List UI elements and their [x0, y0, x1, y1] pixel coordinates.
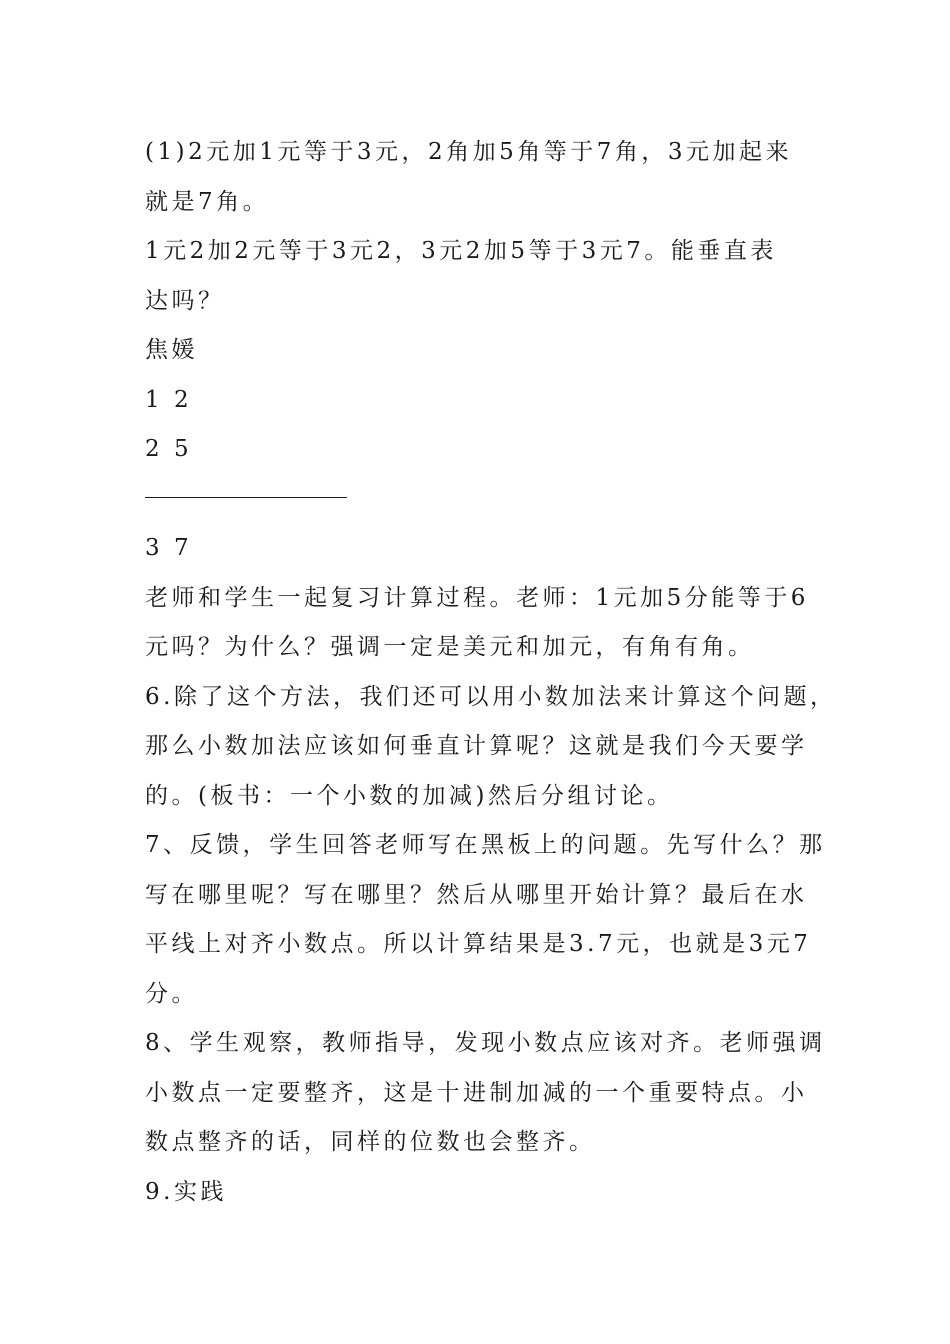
text-line: 的。(板书：一个小数的加减)然后分组讨论。	[145, 782, 674, 809]
vertical-sum: 3 7	[145, 535, 193, 561]
text-line: 达吗？	[145, 287, 225, 314]
sum-rule	[145, 475, 835, 525]
text-line: 老师和学生一起复习计算过程。老师：1元加5分能等于6	[145, 584, 809, 611]
text-line: 7、反馈，学生回答老师写在黑板上的问题。先写什么？那	[145, 832, 826, 858]
text-line: (1)2元加1元等于3元，2角加5角等于7角，3元加起来	[145, 139, 793, 165]
text-line: 数点整齐的话，同样的位数也会整齐。	[145, 1129, 596, 1155]
vertical-addend-2: 2 5	[145, 436, 193, 462]
document-body	[145, 128, 835, 1217]
vertical-addend-1: 1 2	[145, 386, 193, 413]
horizontal-line	[145, 497, 347, 498]
text-line: 平线上对齐小数点。所以计算结果是3.7元，也就是3元7	[145, 931, 812, 957]
text-line: 就是7角。	[145, 188, 270, 215]
text-line: 分。	[145, 980, 198, 1007]
text-line: 那么小数加法应该如何垂直计算呢？这就是我们今天要学	[145, 733, 808, 759]
author-name: 焦媛	[145, 337, 198, 363]
text-line: 8、学生观察，教师指导，发现小数点应该对齐。老师强调	[145, 1030, 826, 1056]
section-heading: 9.实践	[145, 1178, 227, 1205]
text-line: 1元2加2元等于3元2，3元2加5等于3元7。能垂直表	[145, 238, 777, 264]
text-line: 小数点一定要整齐，这是十进制加减的一个重要特点。小	[145, 1079, 808, 1106]
text-line: 6.除了这个方法，我们还可以用小数加法来计算这个问题，	[145, 683, 837, 710]
text-line: 元吗？为什么？强调一定是美元和加元，有角有角。	[145, 634, 755, 660]
text-line: 写在哪里呢？写在哪里？然后从哪里开始计算？最后在水	[145, 881, 808, 908]
